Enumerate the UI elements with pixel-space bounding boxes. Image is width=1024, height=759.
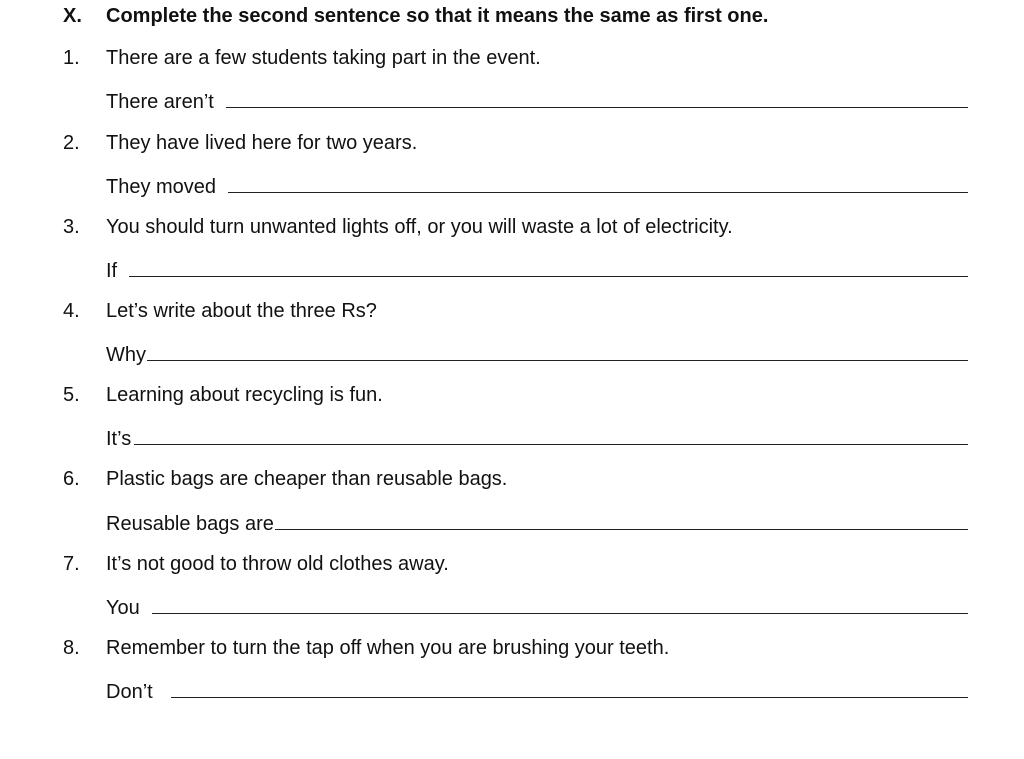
- item-sentence: You should turn unwanted lights off, or you will waste a lot of electricity.: [106, 216, 733, 238]
- item-number: 1.: [63, 47, 80, 69]
- item-3-sentence-row: [0, 212, 1024, 242]
- item-1-answer-line[interactable]: [106, 85, 968, 115]
- answer-prompt: It’s: [106, 428, 132, 450]
- answer-prompt: If: [106, 260, 118, 282]
- answer-prompt: You: [106, 597, 140, 619]
- answer-prompt: Why: [106, 344, 146, 366]
- answer-blank[interactable]: [171, 675, 968, 698]
- item-sentence: They have lived here for two years.: [106, 132, 418, 154]
- item-number: 7.: [63, 553, 80, 575]
- item-8-sentence-row: [0, 633, 1024, 663]
- item-2-sentence-row: [0, 128, 1024, 158]
- item-sentence: Remember to turn the tap off when you are brushing your teeth.: [106, 637, 670, 659]
- item-number: 5.: [63, 384, 80, 406]
- item-5-sentence-row: [0, 380, 1024, 410]
- answer-blank[interactable]: [129, 254, 968, 277]
- item-sentence: It’s not good to throw old clothes away.: [106, 553, 449, 575]
- answer-prompt: There aren’t: [106, 91, 214, 113]
- item-number: 3.: [63, 216, 80, 238]
- item-7-sentence-row: [0, 549, 1024, 579]
- item-4-answer-line[interactable]: [106, 338, 968, 368]
- answer-prompt: Don’t: [106, 681, 153, 703]
- answer-blank[interactable]: [147, 338, 968, 361]
- item-sentence: There are a few students taking part in the event.: [106, 47, 541, 69]
- item-5-answer-line[interactable]: [106, 422, 968, 452]
- exercise-label: X.: [63, 5, 82, 27]
- answer-blank[interactable]: [228, 170, 968, 193]
- answer-blank[interactable]: [275, 507, 968, 530]
- item-3-answer-line[interactable]: [106, 254, 968, 284]
- answer-prompt: Reusable bags are: [106, 513, 274, 535]
- item-sentence: Learning about recycling is fun.: [106, 384, 383, 406]
- item-6-answer-line[interactable]: [106, 507, 968, 537]
- item-1-sentence-row: [0, 43, 1024, 73]
- exercise-header: [0, 1, 1024, 31]
- exercise-instruction: Complete the second sentence so that it means the same as first one.: [106, 5, 769, 27]
- item-number: 8.: [63, 637, 80, 659]
- answer-blank[interactable]: [152, 591, 968, 614]
- answer-blank[interactable]: [134, 422, 968, 445]
- item-number: 6.: [63, 468, 80, 490]
- item-4-sentence-row: [0, 296, 1024, 326]
- item-sentence: Plastic bags are cheaper than reusable bags.: [106, 468, 508, 490]
- answer-blank[interactable]: [226, 85, 968, 108]
- item-2-answer-line[interactable]: [106, 170, 968, 200]
- item-number: 2.: [63, 132, 80, 154]
- answer-prompt: They moved: [106, 176, 217, 198]
- item-sentence: Let’s write about the three Rs?: [106, 300, 377, 322]
- item-8-answer-line[interactable]: [106, 675, 968, 705]
- item-6-sentence-row: [0, 464, 1024, 494]
- item-7-answer-line[interactable]: [106, 591, 968, 621]
- item-number: 4.: [63, 300, 80, 322]
